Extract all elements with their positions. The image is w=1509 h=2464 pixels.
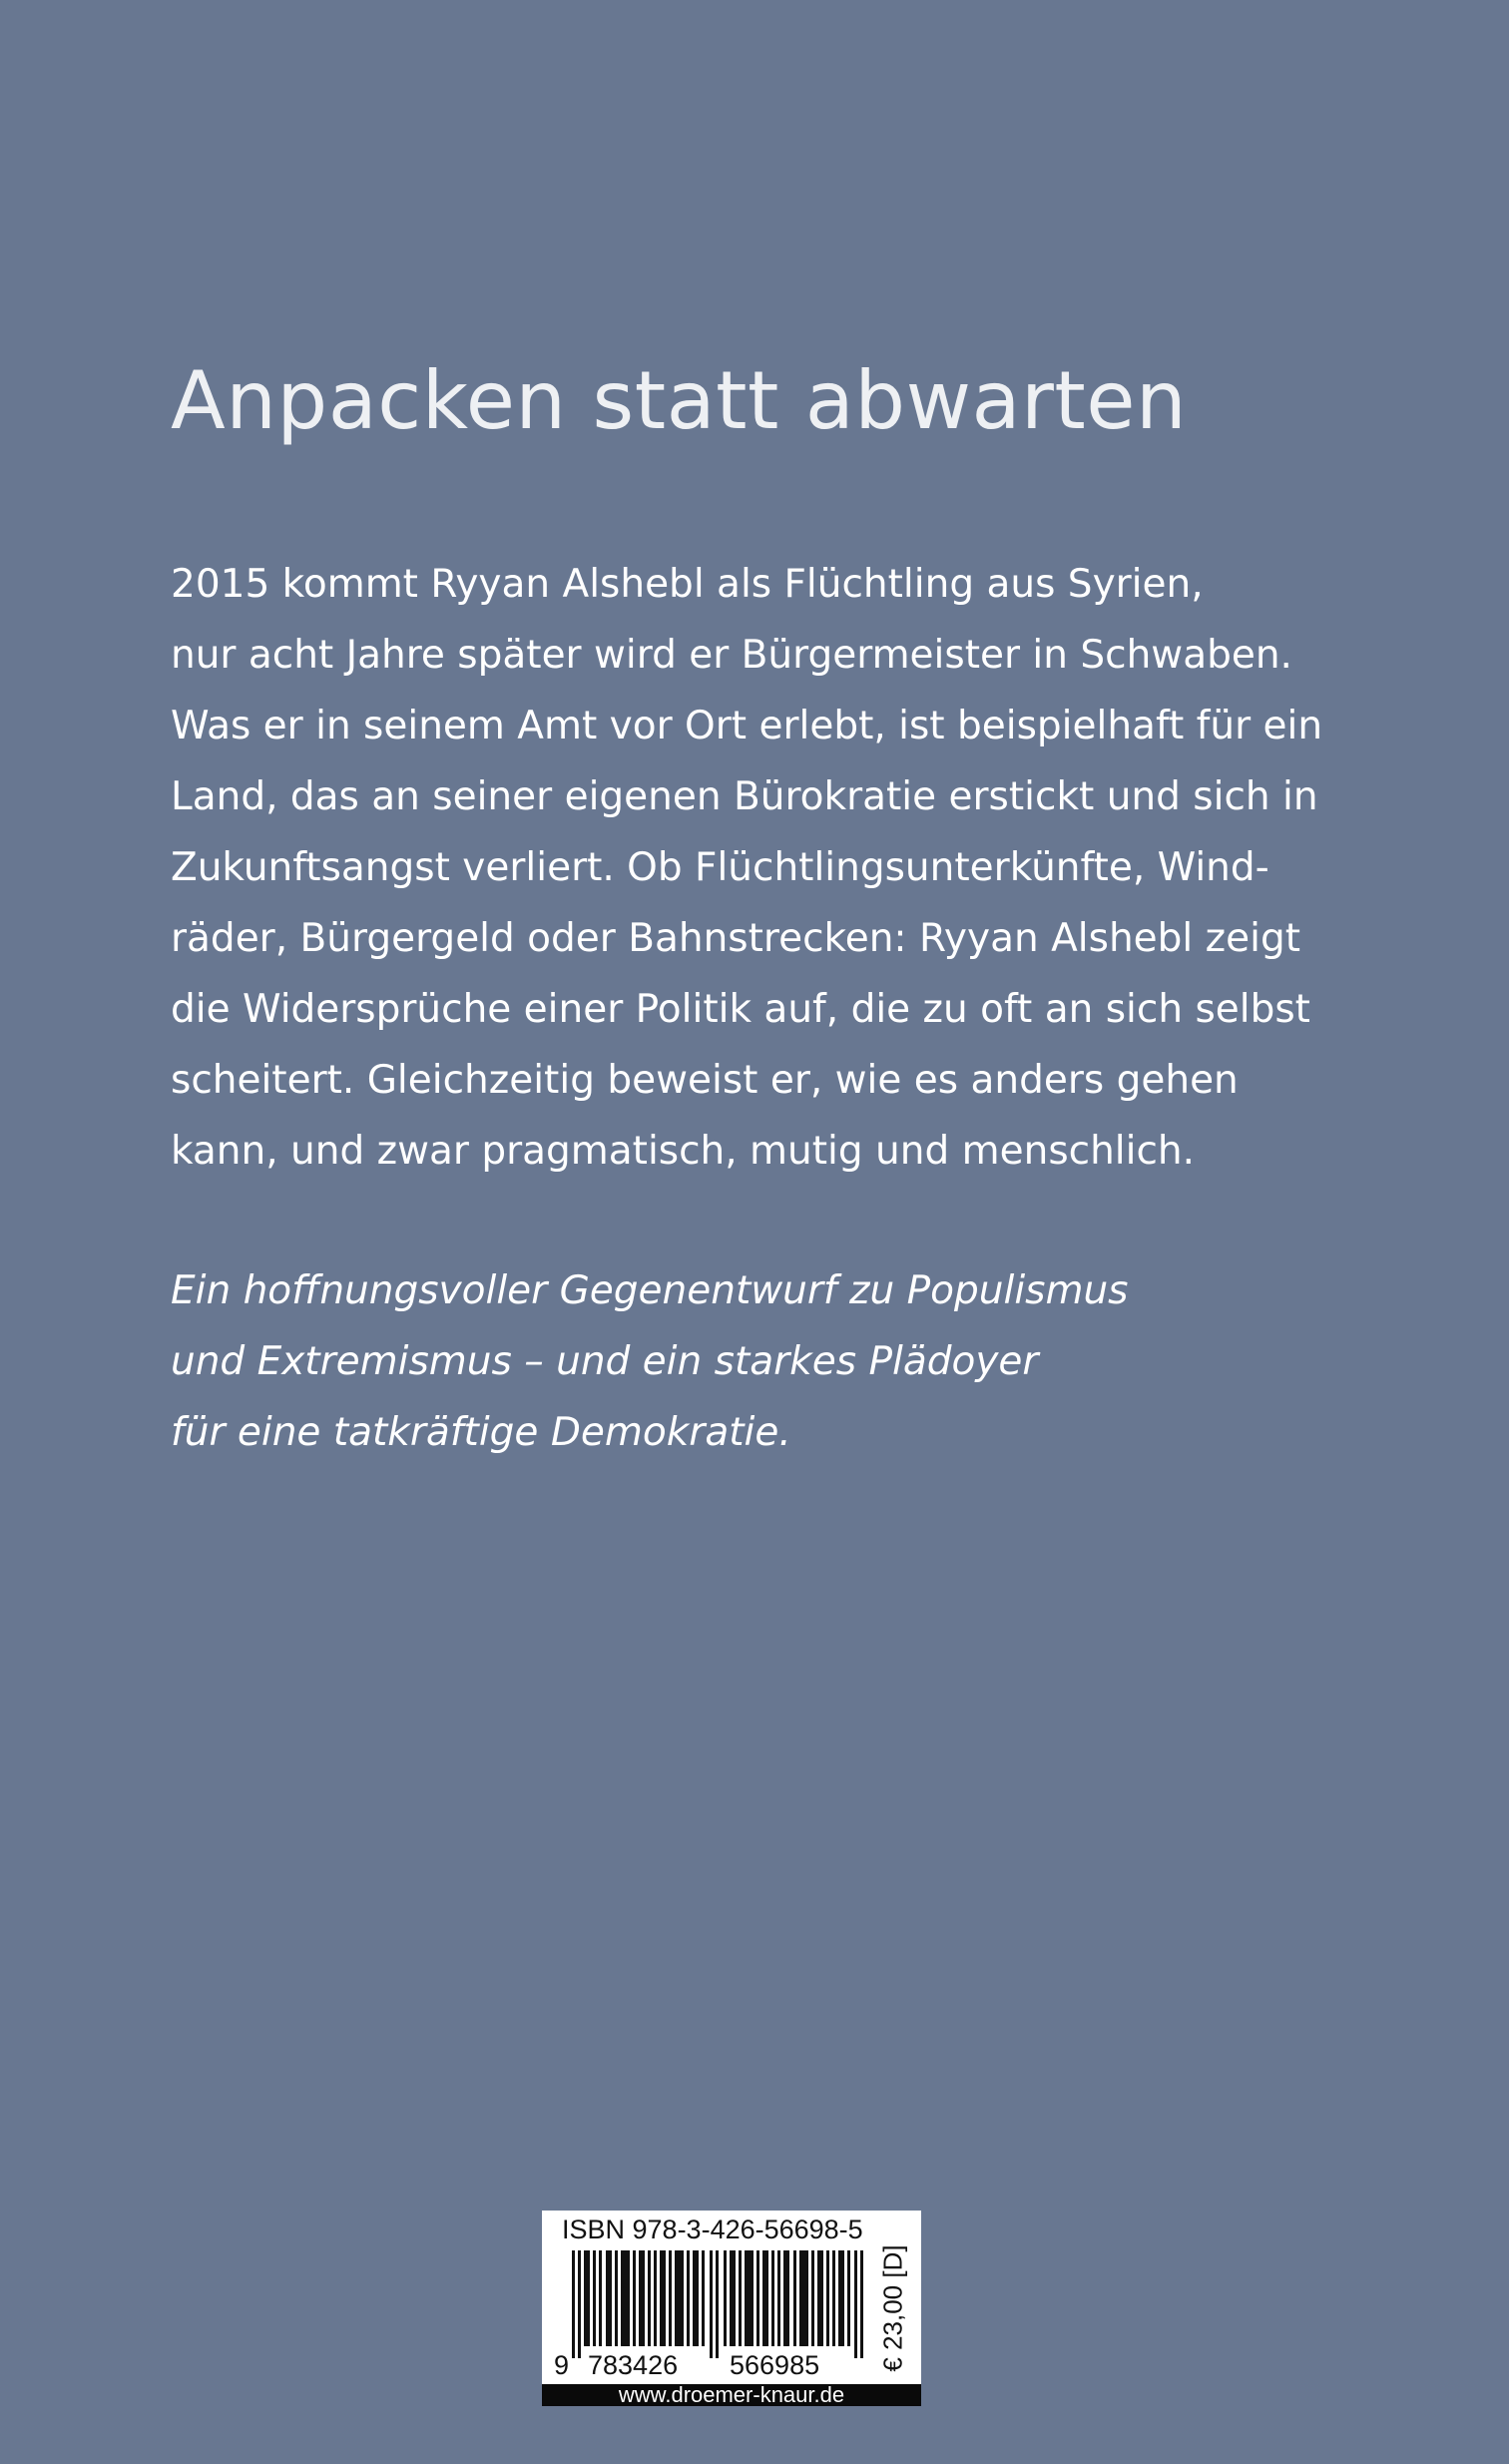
headline: Anpacken statt abwarten: [171, 354, 1188, 447]
description-line: Zukunftsangst verliert. Ob Flüchtlingsunterkünfte, Wind-: [171, 845, 1269, 890]
barcode-block: [542, 2211, 921, 2406]
barcode-digit-first: 9: [554, 2350, 570, 2380]
tagline-line: und Extremismus – und ein starkes Plädoyer: [171, 1339, 1039, 1384]
description-line: nur acht Jahre später wird er Bürgermeister in Schwaben.: [171, 633, 1292, 678]
description: [171, 549, 1398, 1187]
barcode-digits-left: 783426: [588, 2350, 679, 2380]
tagline-line: Ein hoffnungsvoller Gegenentwurf zu Populismus: [171, 1268, 1129, 1313]
description-line: Land, das an seiner eigenen Bürokratie erstickt und sich in: [171, 774, 1318, 819]
tagline: [171, 1255, 1129, 1468]
tagline-line: für eine tatkräftige Demokratie.: [171, 1410, 791, 1455]
description-line: scheitert. Gleichzeitig beweist er, wie es anders gehen: [171, 1058, 1239, 1103]
description-line: räder, Bürgergeld oder Bahnstrecken: Ryyan Alshebl zeigt: [171, 916, 1300, 961]
publisher-url: www.droemer-knaur.de: [542, 2384, 921, 2406]
isbn-label: ISBN 978-3-426-56698-5: [562, 2215, 863, 2244]
description-line: Was er in seinem Amt vor Ort erlebt, ist beispielhaft für ein: [171, 704, 1323, 748]
description-line: die Widersprüche einer Politik auf, die zu oft an sich selbst: [171, 987, 1310, 1032]
description-line: 2015 kommt Ryyan Alshebl als Flüchtling aus Syrien,: [171, 562, 1204, 607]
price-label: € 23,00 [D]: [877, 2244, 908, 2372]
barcode-digits-right: 566985: [730, 2350, 820, 2380]
description-line: kann, und zwar pragmatisch, mutig und menschlich.: [171, 1129, 1196, 1174]
barcode-icon: [572, 2250, 871, 2358]
